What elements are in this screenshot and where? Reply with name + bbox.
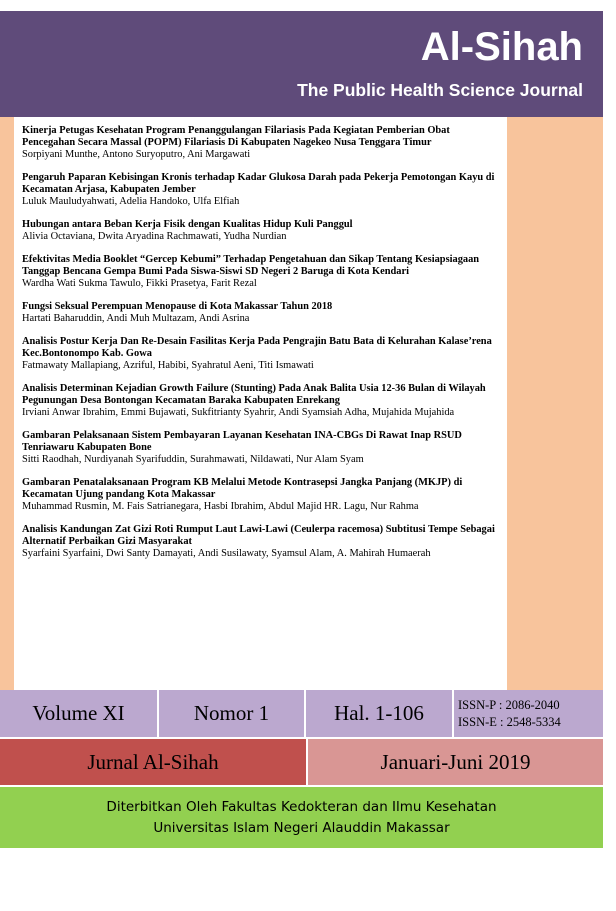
article-authors: Fatmawaty Mallapiang, Azriful, Habibi, Syahratul Aeni, Titi Ismawati [22, 360, 314, 371]
volume-label: Volume XI [0, 690, 157, 737]
issn-box [454, 690, 603, 737]
article-authors: Wardha Wati Sukma Tawulo, Fikki Prasetya, Farit Rezal [22, 278, 257, 289]
article-entry [22, 430, 501, 466]
article-authors: Hartati Baharuddin, Andi Muh Multazam, Andi Asrina [22, 313, 250, 324]
article-entry [22, 219, 501, 243]
issn-print: ISSN-P : 2086-2040 [458, 697, 560, 712]
table-of-contents [14, 117, 507, 690]
cover-body [0, 117, 603, 690]
article-authors: Irviani Anwar Ibrahim, Emmi Bujawati, Sukfitrianty Syahrir, Andi Syamsiah Adha, Mujahida Mujahida [22, 407, 455, 418]
journal-subtitle: The Public Health Science Journal [297, 80, 583, 100]
issn-electronic: ISSN-E : 2548-5334 [458, 714, 561, 729]
article-entry [22, 125, 501, 161]
article-authors: Alivia Octaviana, Dwita Aryadina Rachmawati, Yudha Nurdian [22, 231, 287, 242]
journal-period-bar [0, 739, 603, 785]
article-authors: Syarfaini Syarfaini, Dwi Santy Damayati, Andi Susilawaty, Syamsul Alam, A. Mahirah Humaerah [22, 548, 431, 559]
article-entry [22, 383, 501, 419]
article-entry [22, 336, 501, 372]
article-entry [22, 172, 501, 208]
article-title: Analisis Determinan Kejadian Growth Failure (Stunting) Pada Anak Balita Usia 12-36 Bulan di Wilayah Pegunungan Desa Bontongan Kecamatan Baraka Kabupaten Enrekang [22, 383, 486, 406]
article-title: Analisis Postur Kerja Dan Re-Desain Fasilitas Kerja Pada Pengrajin Batu Bata di Kelurahan Kalase’rena Kec.Bontonompo Kab. Gowa [22, 336, 492, 359]
article-authors: Muhammad Rusmin, M. Fais Satrianegara, Hasbi Ibrahim, Abdul Majid HR. Lagu, Nur Rahma [22, 501, 419, 512]
journal-title: Al-Sihah [420, 25, 583, 69]
article-authors: Luluk Mauludyahwati, Adelia Handoko, Ulfa Elfiah [22, 196, 240, 207]
journal-header [0, 11, 603, 117]
article-authors: Sitti Raodhah, Nurdiyanah Syarifuddin, Surahmawati, Nildawati, Nur Alam Syam [22, 454, 364, 465]
issue-info-bar [0, 690, 603, 737]
issue-number-label: Nomor 1 [159, 690, 304, 737]
issue-period-label: Januari-Juni 2019 [308, 739, 603, 785]
article-title: Fungsi Seksual Perempuan Menopause di Kota Makassar Tahun 2018 [22, 301, 333, 312]
article-title: Gambaran Penatalaksanaan Program KB Melalui Metode Kontrasepsi Jangka Panjang (MKJP) di Kecamatan Ujung pandang Kota Makassar [22, 477, 463, 500]
article-entry [22, 524, 501, 560]
article-entry [22, 301, 501, 325]
article-title: Hubungan antara Beban Kerja Fisik dengan Kualitas Hidup Kuli Panggul [22, 219, 353, 230]
article-authors: Sorpiyani Munthe, Antono Suryoputro, Ani Margawati [22, 149, 251, 160]
publisher-line-2: Universitas Islam Negeri Alauddin Makassar [153, 819, 450, 836]
article-title: Analisis Kandungan Zat Gizi Roti Rumput Laut Lawi-Lawi (Ceulerpa racemosa) Subtitusi Tempe Sebagai Alternatif Perbaikan Gizi Masyarakat [22, 524, 495, 547]
article-entry [22, 477, 501, 513]
publisher-line-1: Diterbitkan Oleh Fakultas Kedokteran dan Ilmu Kesehatan [106, 798, 497, 815]
journal-name-label: Jurnal Al-Sihah [0, 739, 306, 785]
article-title: Efektivitas Media Booklet “Gercep Kebumi” Terhadap Pengetahuan dan Sikap Tentang Kesiapsiagaan Tanggap Bencana Gempa Bumi Pada Siswa-Siswi SD Negeri 2 Baruga di Kota Kendari [22, 254, 480, 277]
article-title: Kinerja Petugas Kesehatan Program Penanggulangan Filariasis Pada Kegiatan Pemberian Obat Pencegahan Secara Massal (POPM) Filariasis Di Kabupaten Nagekeo Nusa Tenggara Timur [22, 125, 450, 148]
page-range-label: Hal. 1-106 [306, 690, 452, 737]
publisher-footer [0, 787, 603, 848]
article-entry [22, 254, 501, 290]
article-title: Pengaruh Paparan Kebisingan Kronis terhadap Kadar Glukosa Darah pada Pekerja Pemotongan Kayu di Kecamatan Arjasa, Kabupaten Jember [22, 172, 495, 195]
article-title: Gambaran Pelaksanaan Sistem Pembayaran Layanan Kesehatan INA-CBGs Di Rawat Inap RSUD Tenriawaru Kabupaten Bone [22, 430, 462, 453]
